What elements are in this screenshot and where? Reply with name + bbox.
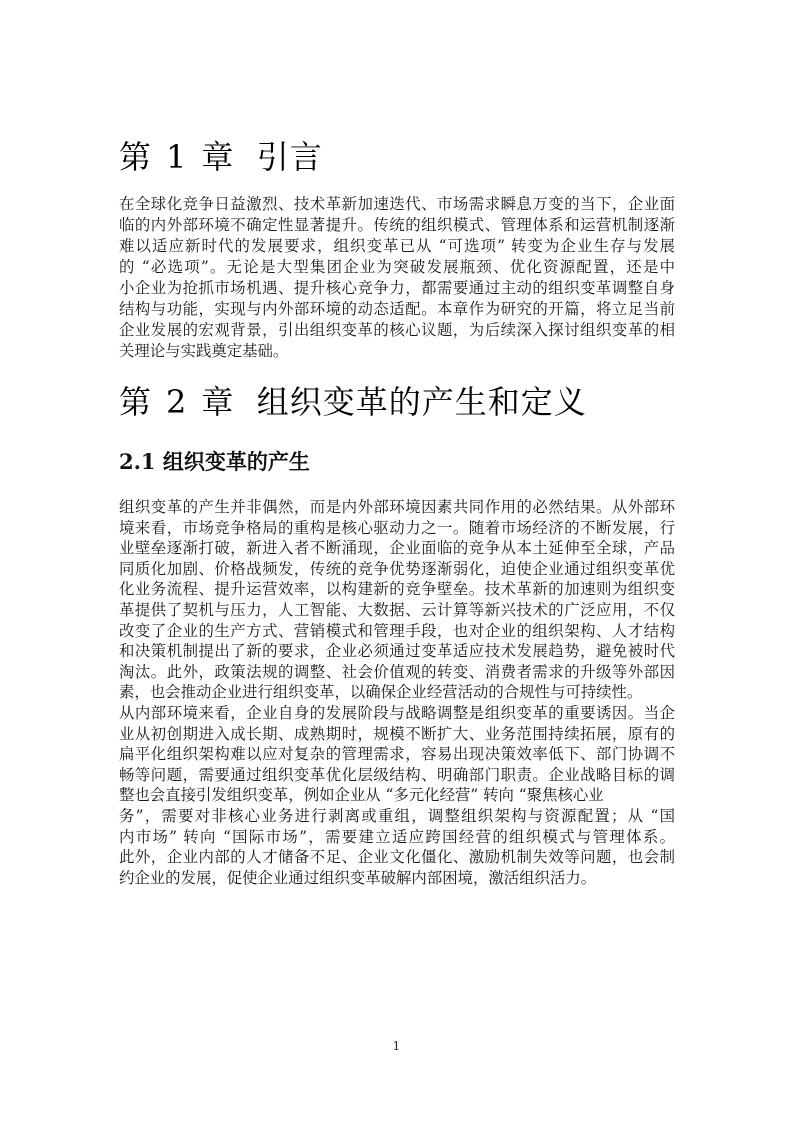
text-line: 约企业的发展，促使企业通过组织变革破解内部困境，激活组织活力。: [119, 868, 597, 887]
page-number: 1: [392, 1039, 401, 1053]
chapter-number: 2: [166, 383, 188, 421]
chapter-1-intro-paragraph: [119, 194, 675, 362]
text-line: 难以适应新时代的发展要求，组织变革已从 “可选项” 转变为企业生存与发展: [119, 237, 675, 255]
text-line: 内市场” 转向 “国际市场”，需要建立适应跨国经营的组织模式与管理体系。: [119, 827, 675, 846]
chapter-title-text: 引言: [256, 138, 323, 176]
section-2-1-heading: [119, 448, 310, 476]
chapter-1-heading: [119, 137, 323, 177]
text-line: 素，也会推动企业进行组织变革，以确保企业经营活动的合规性与可持续性。: [119, 683, 643, 702]
text-line: 务”，需要对非核心业务进行剥离或重组，调整组织架构与资源配置；从 “国: [119, 806, 675, 825]
text-line: 扁平化组织架构难以应对复杂的管理需求，容易出现决策效率低下、部门协调不: [119, 745, 675, 764]
text-line: 关理论与实践奠定基础。: [119, 342, 289, 360]
text-line: 临的内外部环境不确定性显著提升。传统的组织模式、管理体系和运营机制逐渐: [119, 216, 675, 234]
section-2-1-body: [119, 497, 675, 888]
text-line: 组织变革的产生并非偶然，而是内外部环境因素共同作用的必然结果。从外部环: [119, 498, 675, 516]
text-line: 化业务流程、提升运营效率，以构建新的竞争壁垒。技术革新的加速则为组织变: [119, 580, 675, 599]
text-line: 从内部环境来看，企业自身的发展阶段与战略调整是组织变革的重要诱因。当企: [119, 703, 675, 722]
text-line: 畅等问题，需要通过组织变革优化层级结构、明确部门职责。企业战略目标的调: [119, 765, 675, 784]
text-line: 在全球化竞争日益激烈、技术革新加速迭代、市场需求瞬息万变的当下，企业面: [119, 195, 675, 213]
text-line: 境来看，市场竞争格局的重构是核心驱动力之一。随着市场经济的不断发展，行: [119, 518, 675, 537]
text-line: 此外，企业内部的人才储备不足、企业文化僵化、激励机制失效等问题，也会制: [119, 848, 675, 867]
chapter-suffix: 章: [201, 138, 235, 176]
text-line: 革提供了契机与压力，人工智能、大数据、云计算等新兴技术的广泛应用，不仅: [119, 600, 675, 619]
text-line: 小企业为抢抓市场机遇、提升核心竞争力，都需要通过主动的组织变革调整自身: [119, 279, 675, 297]
chapter-prefix: 第: [119, 383, 153, 421]
text-line: 的 “必选项”。无论是大型集团企业为突破发展瓶颈、优化资源配置，还是中: [119, 258, 675, 276]
section-number: 2.1: [119, 449, 156, 474]
text-line: 整也会直接引发组织变革，例如企业从 “多元化经营” 转向 “聚焦核心业: [119, 786, 604, 805]
chapter-prefix: 第: [119, 138, 153, 176]
text-line: 同质化加剧、价格战频发，传统的竞争优势逐渐弱化，迫使企业通过组织变革优: [119, 559, 675, 578]
chapter-2-heading: [119, 382, 587, 422]
text-line: 和决策机制提出了新的要求，企业必须通过变革适应技术发展趋势，避免被时代: [119, 642, 675, 661]
chapter-number: 1: [166, 138, 188, 176]
section-title-text: 组织变革的产生: [162, 449, 310, 474]
text-line: 业壁垒逐渐打破，新进入者不断涌现，企业面临的竞争从本土延伸至全球，产品: [119, 539, 675, 558]
text-line: 业从初创期进入成长期、成熟期时，规模不断扩大、业务范围持续拓展，原有的: [119, 724, 675, 743]
chapter-suffix: 章: [201, 383, 235, 421]
chapter-title-text: 组织变革的产生和定义: [256, 383, 587, 421]
text-line: 改变了企业的生产方式、营销模式和管理手段，也对企业的组织架构、人才结构: [119, 621, 675, 640]
text-line: 结构与功能，实现与内外部环境的动态适配。本章作为研究的开篇，将立足当前: [119, 300, 675, 318]
text-line: 企业发展的宏观背景，引出组织变革的核心议题，为后续深入探讨组织变革的相: [119, 321, 675, 339]
text-line: 淘汰。此外，政策法规的调整、社会价值观的转变、消费者需求的升级等外部因: [119, 662, 675, 681]
